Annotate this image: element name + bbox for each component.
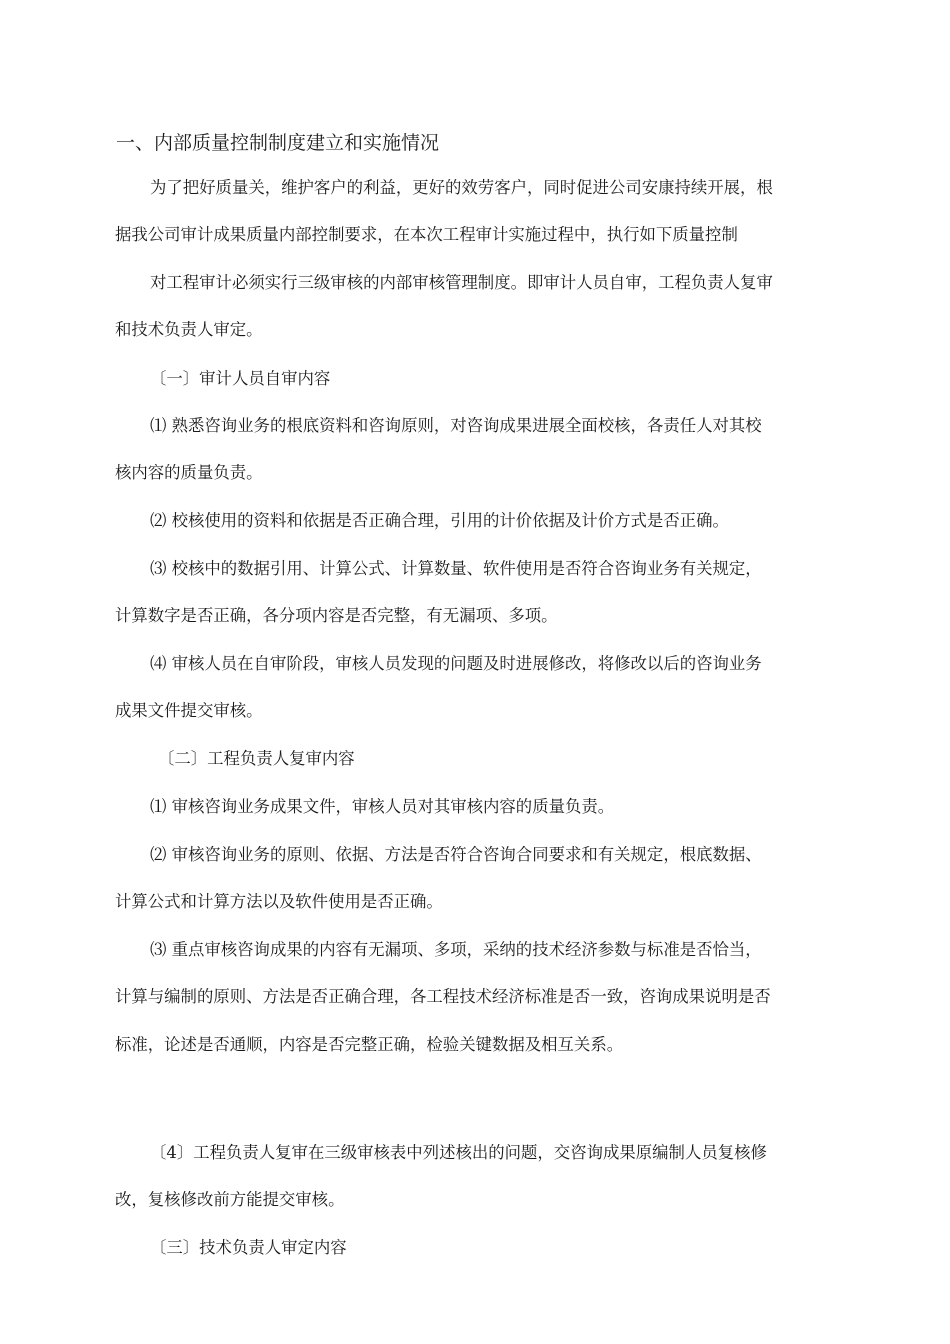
paragraph-line: 为了把好质量关，维护客户的利益，更好的效劳客户，同时促进公司安康持续开展，根	[150, 178, 773, 197]
list-item-continued: 标准，论述是否通顺，内容是否完整正确，检验关键数据及相互关系。	[115, 1035, 624, 1054]
list-item-continued: 计算数字是否正确，各分项内容是否完整，有无漏项、多项。	[115, 606, 558, 625]
list-item: ⑶ 重点审核咨询成果的内容有无漏项、多项，采纳的技术经济参数与标准是否恰当，	[150, 940, 762, 959]
list-item: ⑶ 校核中的数据引用、计算公式、计算数量、软件使用是否符合咨询业务有关规定，	[150, 559, 762, 578]
list-item-continued: 计算与编制的原则、方法是否正确合理，各工程技术经济标准是否一致，咨询成果说明是否	[115, 987, 771, 1006]
list-item: 〔4〕工程负责人复审在三级审核表中列述核出的问题，交咨询成果原编制人员复核修	[150, 1143, 767, 1162]
list-item-continued: 核内容的质量负责。	[115, 463, 263, 482]
paragraph-line: 据我公司审计成果质量内部控制要求，在本次工程审计实施过程中，执行如下质量控制	[115, 225, 738, 244]
list-item-continued: 成果文件提交审核。	[115, 701, 263, 720]
paragraph-line: 对工程审计必须实行三级审核的内部审核管理制度。即审计人员自审，工程负责人复审	[150, 273, 773, 292]
list-item: ⑵ 校核使用的资料和依据是否正确合理，引用的计价依据及计价方式是否正确。	[150, 511, 729, 530]
subsection-heading: 〔二〕工程负责人复审内容	[158, 749, 355, 768]
list-item-continued: 改，复核修改前方能提交审核。	[115, 1190, 345, 1209]
list-item-continued: 计算公式和计算方法以及软件使用是否正确。	[115, 892, 443, 911]
list-item: ⑵ 审核咨询业务的原则、依据、方法是否符合咨询合同要求和有关规定，根底数据、	[150, 845, 762, 864]
subsection-heading: 〔一〕审计人员自审内容	[150, 369, 331, 388]
list-item: ⑴ 审核咨询业务成果文件，审核人员对其审核内容的质量负责。	[150, 797, 615, 816]
list-item: ⑷ 审核人员在自审阶段，审核人员发现的问题及时进展修改，将修改以后的咨询业务	[150, 654, 762, 673]
section-heading: 一、内部质量控制制度建立和实施情况	[116, 132, 440, 154]
subsection-heading: 〔三〕技术负责人审定内容	[150, 1238, 347, 1257]
list-item: ⑴ 熟悉咨询业务的根底资料和咨询原则，对咨询成果进展全面校核，各责任人对其校	[150, 416, 762, 435]
paragraph-line: 和技术负责人审定。	[115, 320, 263, 339]
